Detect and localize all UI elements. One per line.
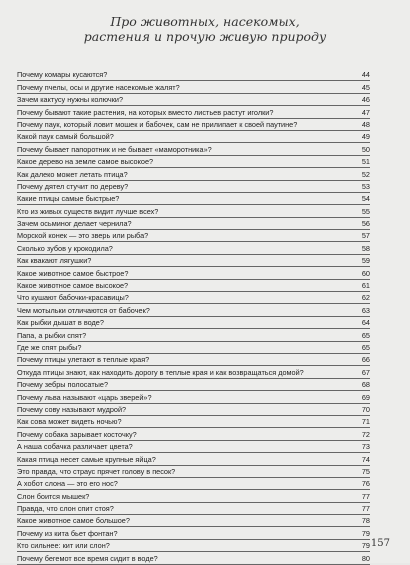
toc-page-number: 74 xyxy=(361,454,370,464)
toc-row xyxy=(17,218,370,230)
toc-question: Почему собака зарывает косточку? xyxy=(17,430,137,439)
section-title-line-1: Про животных, насекомых, xyxy=(110,14,300,29)
toc-page-number: 65 xyxy=(361,330,370,340)
toc-row xyxy=(17,391,370,403)
toc-question: Почему птицы улетают в теплые края? xyxy=(17,356,150,365)
toc-question: Почему сову называют мудрой? xyxy=(17,405,127,414)
toc-row xyxy=(17,255,370,267)
toc-row xyxy=(17,527,370,539)
toc-row xyxy=(17,69,370,81)
toc-question: Почему паук, который ловит мошек и бабочек, сам не прилипает к своей паутине? xyxy=(17,120,298,129)
toc-row xyxy=(17,280,370,292)
toc-row xyxy=(17,156,370,168)
toc-page-number: 59 xyxy=(361,256,370,266)
toc-row xyxy=(17,106,370,118)
toc-question: Как рыбки дышат в воде? xyxy=(17,319,104,328)
toc-question: Почему комары кусаются? xyxy=(17,71,108,80)
toc-row xyxy=(17,404,370,416)
toc-page-number: 71 xyxy=(361,417,370,427)
toc-question: Почему дятел стучит по дереву? xyxy=(17,182,129,191)
toc-row xyxy=(17,242,370,254)
toc-question: Где же спят рыбы? xyxy=(17,343,82,352)
toc-question: Кто сильнее: кит или слон? xyxy=(17,542,110,551)
toc-question: Почему бывает папоротник и не бывает «мамоpотника»? xyxy=(17,145,212,154)
toc-question: Зачем осьминог делает чернила? xyxy=(17,220,132,229)
toc-row xyxy=(17,304,370,316)
toc-row xyxy=(17,143,370,155)
toc-page-number: 73 xyxy=(361,442,370,452)
toc-row xyxy=(17,292,370,304)
toc-question: Почему бегемот все время сидит в воде? xyxy=(17,554,158,563)
toc-row xyxy=(17,453,370,465)
toc-question: Откуда птицы знают, как находить дорогу в теплые края и как возвращаться домой? xyxy=(17,368,304,377)
toc-question: Какое животное самое быстрое? xyxy=(17,269,129,278)
toc-page-number: 60 xyxy=(361,268,370,278)
toc-row xyxy=(17,119,370,131)
toc-question: Какая птица несет самые крупные яйца? xyxy=(17,455,156,464)
toc-question: Как далеко может летать птица? xyxy=(17,170,128,179)
toc-question: А хобот слона — это его нос? xyxy=(17,480,118,489)
toc-row xyxy=(17,131,370,143)
toc-page-number: 57 xyxy=(361,231,370,241)
toc-row xyxy=(17,428,370,440)
toc-row xyxy=(17,168,370,180)
toc-row xyxy=(17,490,370,502)
toc-row xyxy=(17,94,370,106)
toc-page-number: 72 xyxy=(361,429,370,439)
toc-question: Сколько зубов у крокодила? xyxy=(17,244,113,253)
toc-row xyxy=(17,540,370,552)
toc-page-number: 53 xyxy=(361,181,370,191)
toc-page-number: 69 xyxy=(361,392,370,402)
toc-question: Какой паук самый большой? xyxy=(17,133,114,142)
toc-page-number: 52 xyxy=(361,169,370,179)
toc-page-number: 58 xyxy=(361,243,370,253)
toc-row xyxy=(17,354,370,366)
section-title xyxy=(0,14,410,44)
toc-question: Какое дерево на земле самое высокое? xyxy=(17,158,154,167)
toc-page-number: 50 xyxy=(361,144,370,154)
toc-question: Папа, а рыбки спят? xyxy=(17,331,87,340)
toc-page-number: 77 xyxy=(361,491,370,501)
toc-page-number: 68 xyxy=(361,380,370,390)
toc-question: Что кушают бабочки-красавицы? xyxy=(17,294,129,303)
toc-row xyxy=(17,205,370,217)
toc-page-number: 63 xyxy=(361,305,370,315)
toc-row xyxy=(17,267,370,279)
toc-question: Почему пчелы, осы и другие насекомые жалят? xyxy=(17,83,180,92)
toc-row xyxy=(17,329,370,341)
toc-row xyxy=(17,317,370,329)
toc-row xyxy=(17,515,370,527)
toc-question: Слон боится мышек? xyxy=(17,492,90,501)
toc-question: Морской конек — это зверь или рыба? xyxy=(17,232,149,241)
toc-page-number: 65 xyxy=(361,342,370,352)
toc-question: Какие птицы самые быстрые? xyxy=(17,195,120,204)
toc-question: Почему из кита бьет фонтан? xyxy=(17,529,118,538)
toc-question: Чем мотыльки отличаются от бабочек? xyxy=(17,306,150,315)
toc-question: Как квакают лягушки? xyxy=(17,257,92,266)
toc-page-number: 78 xyxy=(361,516,370,526)
toc-question: Как сова может видеть ночью? xyxy=(17,418,122,427)
toc-page-number: 54 xyxy=(361,194,370,204)
toc-page-number: 80 xyxy=(361,553,370,563)
toc-question: Какое животное самое большое? xyxy=(17,517,130,526)
toc-page-number: 75 xyxy=(361,466,370,476)
toc-question: Какое животное самое высокое? xyxy=(17,282,129,291)
toc-row xyxy=(17,379,370,391)
page-number: 157 xyxy=(370,538,390,549)
toc-row xyxy=(17,466,370,478)
toc-question: Это правда, что страус прячет голову в песок? xyxy=(17,467,176,476)
toc-page-number: 48 xyxy=(361,119,370,129)
toc-row xyxy=(17,81,370,93)
toc-row xyxy=(17,342,370,354)
toc-page-number: 55 xyxy=(361,206,370,216)
table-of-contents xyxy=(17,69,370,565)
toc-page-number: 49 xyxy=(361,132,370,142)
toc-row xyxy=(17,230,370,242)
toc-page-number: 79 xyxy=(361,528,370,538)
toc-page-number: 45 xyxy=(361,82,370,92)
toc-row xyxy=(17,441,370,453)
toc-page-number: 67 xyxy=(361,367,370,377)
toc-page-number: 77 xyxy=(361,504,370,514)
toc-question: Почему льва называют «царь зверей»? xyxy=(17,393,152,402)
toc-page-number: 51 xyxy=(361,157,370,167)
toc-row xyxy=(17,181,370,193)
toc-page-number: 46 xyxy=(361,95,370,105)
toc-question: Зачем кактусу нужны колючки? xyxy=(17,96,124,105)
toc-page-number: 70 xyxy=(361,404,370,414)
toc-row xyxy=(17,503,370,515)
toc-page-number: 61 xyxy=(361,281,370,291)
toc-question: Почему бывают такие растения, на которых вместо листьев растут иголки? xyxy=(17,108,274,117)
toc-page-number: 66 xyxy=(361,355,370,365)
toc-question: Кто из живых существ видит лучше всех? xyxy=(17,207,159,216)
toc-page-number: 62 xyxy=(361,293,370,303)
toc-question: А наша собачка различает цвета? xyxy=(17,443,133,452)
toc-row xyxy=(17,478,370,490)
toc-page-number: 79 xyxy=(361,541,370,551)
section-title-line-2: растения и прочую живую природу xyxy=(83,29,327,44)
toc-question: Правда, что слон спит стоя? xyxy=(17,505,114,514)
toc-page-number: 64 xyxy=(361,318,370,328)
toc-question: Почему зебры полосатые? xyxy=(17,381,109,390)
toc-row xyxy=(17,366,370,378)
toc-row xyxy=(17,193,370,205)
toc-page-number: 47 xyxy=(361,107,370,117)
toc-page-number: 44 xyxy=(361,70,370,80)
toc-row xyxy=(17,416,370,428)
toc-page-number: 56 xyxy=(361,219,370,229)
toc-page-number: 76 xyxy=(361,479,370,489)
